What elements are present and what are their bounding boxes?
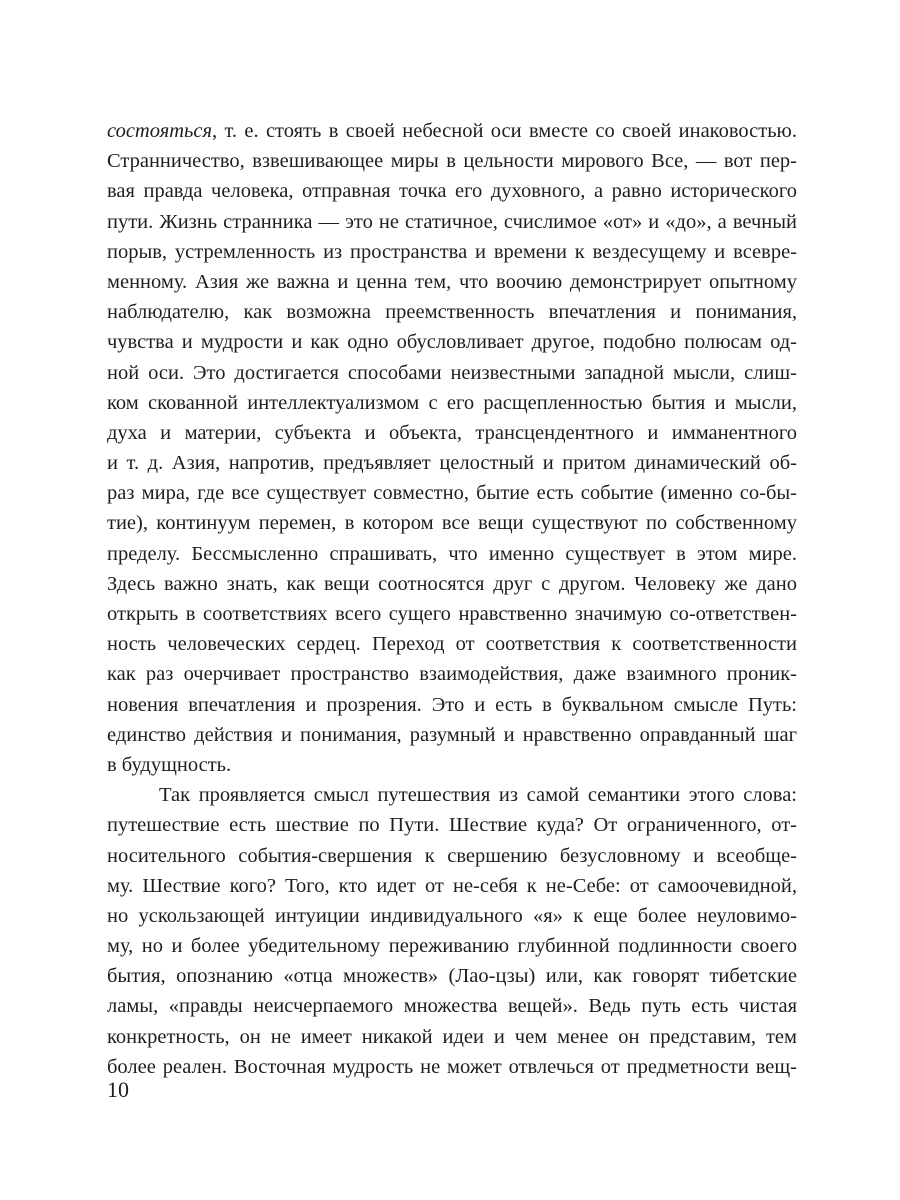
- text-line: в будущность.: [107, 753, 232, 776]
- text-line: бытия, опознанию «отца множеств» (Лао-цзы) или, как говорят тибетские: [107, 965, 797, 988]
- text-line: менному. Азия же важна и ценна тем, что воочию демонстрирует опытному: [107, 270, 797, 293]
- text-line: конкретность, он не имеет никакой идеи и чем менее он представим, тем: [107, 1025, 797, 1048]
- text-line: пределу. Бессмысленно спрашивать, что именно существует в этом мире.: [107, 542, 797, 565]
- body-text: [107, 116, 797, 1082]
- text-line: открыть в соответствиях всего сущего нравственно значимую со-ответствен-: [107, 603, 797, 625]
- text-line: му. Шествие кого? Того, кто идет от не-себя к не-Себе: от самоочевидной,: [107, 874, 797, 897]
- text-line: но ускользающей интуиции индивидуального «я» к еще более неуловимо-: [107, 904, 797, 927]
- paragraph-1: [107, 116, 797, 780]
- italic-word: состояться,: [107, 120, 218, 142]
- text-line: и т. д. Азия, напротив, предъявляет целостный и притом динамический об-: [107, 452, 797, 475]
- text-line: порыв, устремленность из пространства и времени к вездесущему и всевре-: [107, 240, 797, 263]
- text-line: наблюдателю, как возможна преемственность впечатления и понимания,: [107, 301, 797, 324]
- text-line: ламы, «правды неисчерпаемого множества вещей». Ведь путь есть чистая: [107, 995, 797, 1018]
- text-line: Здесь важно знать, как вещи соотносятся друг с другом. Человеку же дано: [107, 572, 797, 595]
- text-line: как раз очерчивает пространство взаимодействия, даже взаимного проник-: [107, 663, 797, 686]
- page-number: 10: [107, 1077, 129, 1102]
- text-line: ком скованной интеллектуализмом с его расщепленностью бытия и мысли,: [107, 391, 797, 414]
- text-line: состояться, т. е. стоять в своей небесной оси вместе со своей инаковостью.: [107, 120, 797, 142]
- text-line: раз мира, где все существует совместно, бытие есть событие (именно со-бы-: [107, 482, 797, 505]
- text-line: вая правда человека, отправная точка его духовного, а равно исторического: [107, 180, 797, 203]
- text-line: Странничество, взвешивающее миры в цельности мирового Все, — вот пер-: [107, 150, 797, 173]
- text-line: единство действия и понимания, разумный и нравственно оправданный шаг: [107, 723, 797, 746]
- text-line: тие), континуум перемен, в котором все вещи существуют по собственному: [107, 512, 797, 535]
- paragraph-2: [107, 780, 797, 1082]
- text-line: новения впечатления и прозрения. Это и есть в буквальном смысле Путь:: [107, 693, 797, 716]
- text-line: путешествие есть шествие по Пути. Шествие куда? От ограниченного, от-: [107, 814, 797, 837]
- text-line: духа и материи, субъекта и объекта, трансцендентного и имманентного: [107, 421, 797, 444]
- text-line: чувства и мудрости и как одно обусловливает другое, подобно полюсам од-: [107, 331, 797, 354]
- text-line: ность человеческих сердец. Переход от соответствия к соответственности: [107, 633, 797, 656]
- text-line: му, но и более убедительному переживанию глубинной подлинности своего: [107, 935, 797, 958]
- text-line: ной оси. Это достигается способами неизвестными западной мысли, слиш-: [107, 361, 797, 384]
- text-line: носительного события-свершения к свершению безусловному и всеобще-: [107, 844, 797, 867]
- text-line: более реален. Восточная мудрость не может отвлечься от предметности вещ-: [107, 1055, 797, 1078]
- text-line: Так проявляется смысл путешествия из самой семантики этого слова:: [159, 784, 797, 807]
- text-line: пути. Жизнь странника — это не статичное, счислимое «от» и «до», а вечный: [107, 210, 797, 233]
